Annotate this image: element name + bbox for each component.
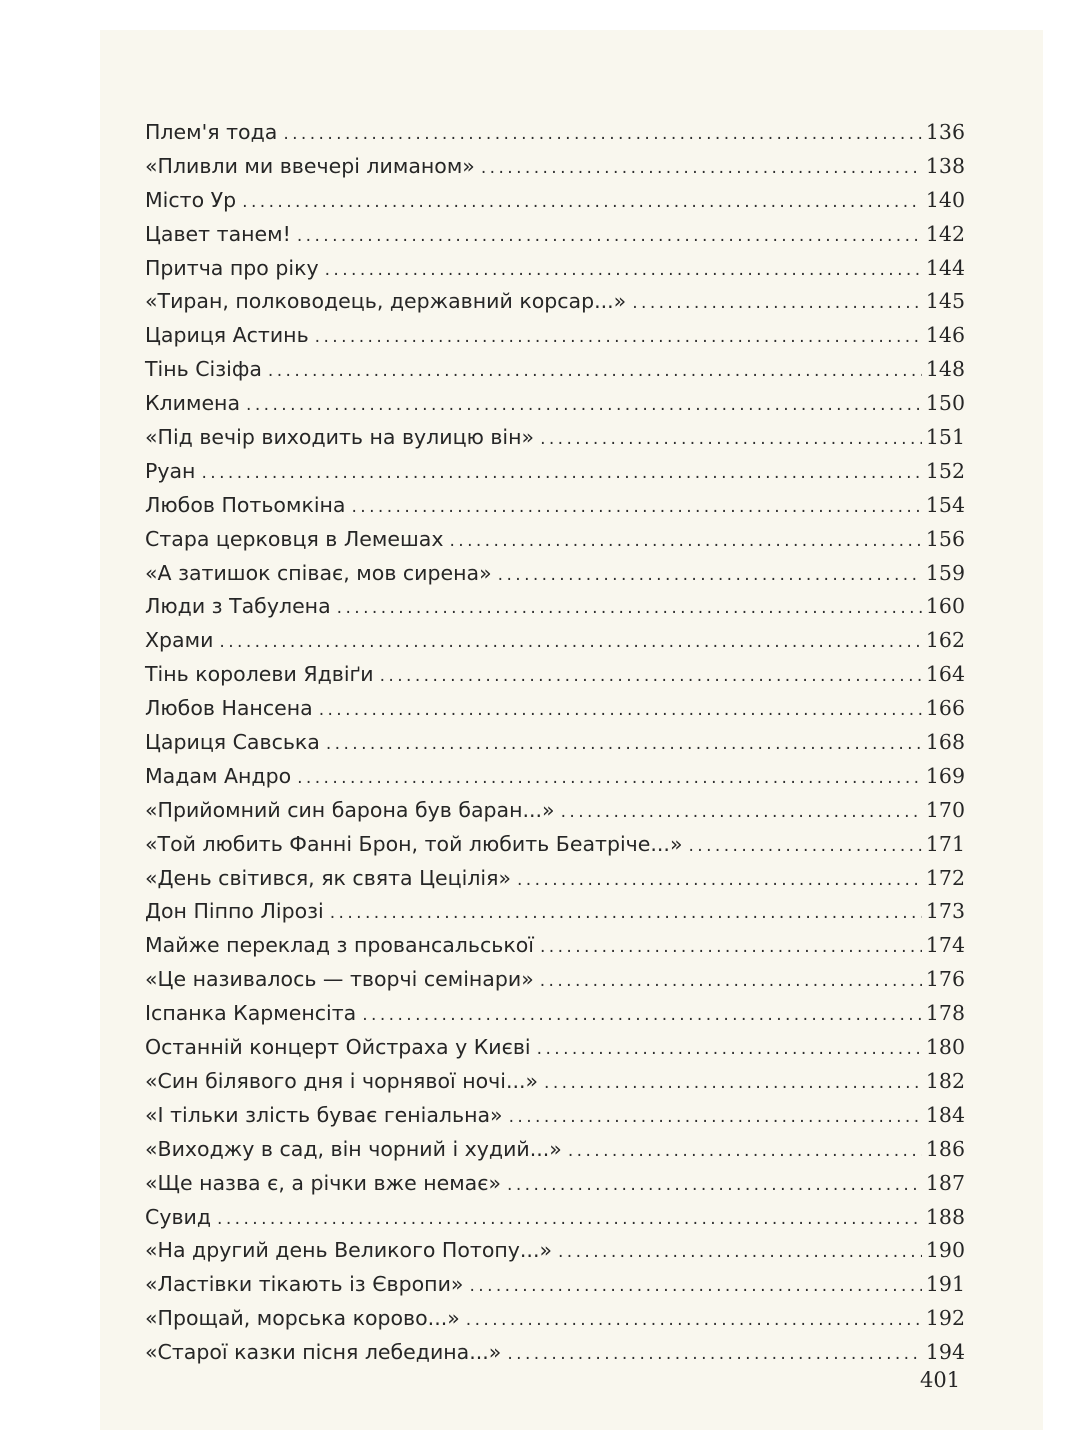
toc-entry-page: 176 [925, 967, 965, 992]
dot-leader [507, 1338, 922, 1372]
toc-entry [145, 997, 965, 1031]
toc-entry [145, 963, 965, 997]
dot-leader [509, 1101, 922, 1135]
dot-leader [540, 423, 922, 457]
toc-entry [145, 794, 965, 828]
dot-leader [315, 321, 922, 355]
toc-entry-title: «Прощай, морська корово...» [145, 1306, 460, 1331]
dot-leader [561, 796, 922, 830]
toc-entry [145, 557, 965, 591]
dot-leader [517, 864, 922, 898]
dot-leader [540, 931, 922, 965]
toc-entry-title: «День світився, як свята Цецілія» [145, 865, 511, 890]
toc-entry-title: Останній концерт Ойстраха у Києві [145, 1035, 531, 1060]
toc-entry-page: 192 [925, 1306, 965, 1331]
dot-leader [568, 1135, 922, 1169]
toc-entry-title: «Старої казки пісня лебедина...» [145, 1340, 502, 1365]
toc-entry [145, 523, 965, 557]
toc-entry-page: 166 [925, 696, 965, 721]
dot-leader [537, 1033, 922, 1067]
dot-leader [540, 965, 922, 999]
toc-entry [145, 658, 965, 692]
toc-entry-page: 172 [925, 865, 965, 890]
toc-entry-page: 136 [925, 120, 965, 144]
toc-entry-page: 180 [925, 1035, 965, 1060]
dot-leader [268, 355, 922, 389]
toc-entry [145, 1268, 965, 1302]
toc-entry-page: 146 [925, 323, 965, 348]
toc-entry-title: Стара церковця в Лемешах [145, 526, 444, 551]
toc-entry [145, 252, 965, 286]
toc-entry [145, 1031, 965, 1065]
toc-entry-title: Тінь Сізіфа [145, 357, 262, 382]
toc-entry-title: «А затишок співає, мов сирена» [145, 560, 492, 585]
dot-leader [217, 1203, 922, 1237]
toc-entry-page: 148 [925, 357, 965, 382]
toc-entry-page: 173 [925, 899, 965, 924]
toc-entry-title: Любов Нансена [145, 696, 313, 721]
dot-leader [219, 626, 921, 660]
toc-entry-title: «Виходжу в сад, він чорний і худий...» [145, 1136, 562, 1161]
toc-entry [145, 1302, 965, 1336]
toc-entry [145, 1065, 965, 1099]
dot-leader [544, 1067, 922, 1101]
dot-leader [449, 525, 921, 559]
toc-entry-title: «Ластівки тікають із Європи» [145, 1272, 464, 1297]
toc-entry-title: Дон Піппо Лірозі [145, 899, 324, 924]
toc-entry-page: 178 [925, 1001, 965, 1026]
toc-entry-title: Цариця Астинь [145, 323, 309, 348]
toc-entry [145, 184, 965, 218]
toc-entry-title: Тінь королеви Ядвіґи [145, 662, 374, 687]
toc-entry-title: Плем'я тода [145, 120, 278, 144]
toc-entry-title: «Під вечір виходить на вулицю він» [145, 425, 535, 450]
dot-leader [507, 1169, 922, 1203]
toc-entry [145, 1234, 965, 1268]
toc-entry-page: 186 [925, 1136, 965, 1161]
dot-leader [481, 152, 922, 186]
toc-entry-page: 190 [925, 1238, 965, 1263]
toc-entry-page: 138 [925, 153, 965, 178]
toc-entry-page: 144 [925, 255, 965, 280]
toc-entry-title: «Прийомний син барона був баран...» [145, 797, 555, 822]
dot-leader [469, 1270, 921, 1304]
toc-entry-page: 174 [925, 933, 965, 958]
toc-entry-title: «Тиран, полководець, державний корсар...» [145, 289, 627, 314]
toc-entry-title: «І тільки злість буває геніальна» [145, 1102, 503, 1127]
toc-entry [145, 862, 965, 896]
toc-entry-title: «Ще назва є, а річки вже немає» [145, 1170, 502, 1195]
toc-entry-title: Місто Ур [145, 187, 237, 212]
dot-leader [297, 220, 922, 254]
dot-leader [558, 1236, 922, 1270]
toc-entry-title: Любов Потьомкіна [145, 492, 346, 517]
toc-entry-title: «Це називалось — творчі семінари» [145, 967, 534, 992]
toc-entry-title: «На другий день Великого Потопу...» [145, 1238, 552, 1263]
toc-entry-title: Сувид [145, 1204, 212, 1229]
dot-leader [201, 457, 921, 491]
toc-entry-page: 168 [925, 730, 965, 755]
dot-leader [380, 660, 922, 694]
dot-leader [337, 592, 922, 626]
toc-entry-title: Климена [145, 391, 241, 416]
dot-leader [326, 728, 922, 762]
toc-entry-title: «Той любить Фанні Брон, той любить Беатріче...» [145, 831, 683, 856]
toc-entry-title: Притча про ріку [145, 255, 319, 280]
dot-leader [352, 491, 922, 525]
toc-entry [145, 285, 965, 319]
toc-entry [145, 421, 965, 455]
toc-entry [145, 895, 965, 929]
toc-entry-page: 194 [925, 1340, 965, 1365]
dot-leader [688, 830, 921, 864]
toc-entry [145, 726, 965, 760]
toc-entry-page: 151 [925, 425, 965, 450]
dot-leader [283, 118, 922, 152]
dot-leader [319, 694, 922, 728]
toc-entry-title: Цариця Савська [145, 730, 320, 755]
toc-entry [145, 1336, 965, 1370]
toc-entry [145, 1099, 965, 1133]
toc-entry-title: Цавет танем! [145, 221, 291, 246]
toc-entry-page: 182 [925, 1068, 965, 1093]
toc-entry [145, 590, 965, 624]
toc-entry-page: 156 [925, 526, 965, 551]
page-number: 401 [920, 1368, 961, 1392]
toc-entry-page: 169 [925, 763, 965, 788]
toc-entry [145, 929, 965, 963]
toc-entry-page: 142 [925, 221, 965, 246]
toc-entry [145, 624, 965, 658]
dot-leader [632, 287, 922, 321]
toc-entry [145, 353, 965, 387]
toc-entry [145, 319, 965, 353]
toc-entry-title: «Пливли ми ввечері лиманом» [145, 153, 475, 178]
toc-entry-page: 170 [925, 797, 965, 822]
toc-entry [145, 760, 965, 794]
dot-leader [362, 999, 922, 1033]
dot-leader [297, 762, 922, 796]
book-page [100, 30, 1043, 1430]
toc-entry [145, 489, 965, 523]
toc-entry-title: «Син білявого дня і чорнявої ночі...» [145, 1068, 539, 1093]
table-of-contents [145, 116, 965, 1370]
toc-entry-page: 150 [925, 391, 965, 416]
toc-entry-page: 171 [925, 831, 965, 856]
toc-entry-title: Іспанка Карменсіта [145, 1001, 357, 1026]
toc-entry-page: 154 [925, 492, 965, 517]
toc-entry [145, 116, 965, 150]
dot-leader [246, 389, 922, 423]
toc-entry [145, 455, 965, 489]
toc-entry [145, 218, 965, 252]
toc-entry-page: 162 [925, 628, 965, 653]
toc-entry [145, 150, 965, 184]
toc-entry-title: Мадам Андро [145, 763, 292, 788]
dot-leader [330, 897, 922, 931]
toc-entry [145, 1201, 965, 1235]
toc-entry-page: 160 [925, 594, 965, 619]
toc-entry-page: 145 [925, 289, 965, 314]
toc-entry [145, 828, 965, 862]
toc-entry-title: Руан [145, 458, 196, 483]
toc-entry-page: 184 [925, 1102, 965, 1127]
toc-entry-title: Майже переклад з провансальської [145, 933, 534, 958]
toc-entry-page: 164 [925, 662, 965, 687]
toc-entry-page: 140 [925, 187, 965, 212]
dot-leader [325, 254, 922, 288]
toc-entry [145, 1167, 965, 1201]
dot-leader [466, 1304, 922, 1338]
dot-leader [242, 186, 922, 220]
dot-leader [498, 559, 922, 593]
toc-entry-page: 152 [925, 458, 965, 483]
toc-entry-title: Люди з Табулена [145, 594, 331, 619]
toc-entry-page: 159 [925, 560, 965, 585]
toc-entry-page: 191 [925, 1272, 965, 1297]
toc-entry-title: Храми [145, 628, 214, 653]
toc-entry [145, 692, 965, 726]
toc-entry-page: 187 [925, 1170, 965, 1195]
toc-entry-page: 188 [925, 1204, 965, 1229]
toc-entry [145, 1133, 965, 1167]
toc-entry [145, 387, 965, 421]
